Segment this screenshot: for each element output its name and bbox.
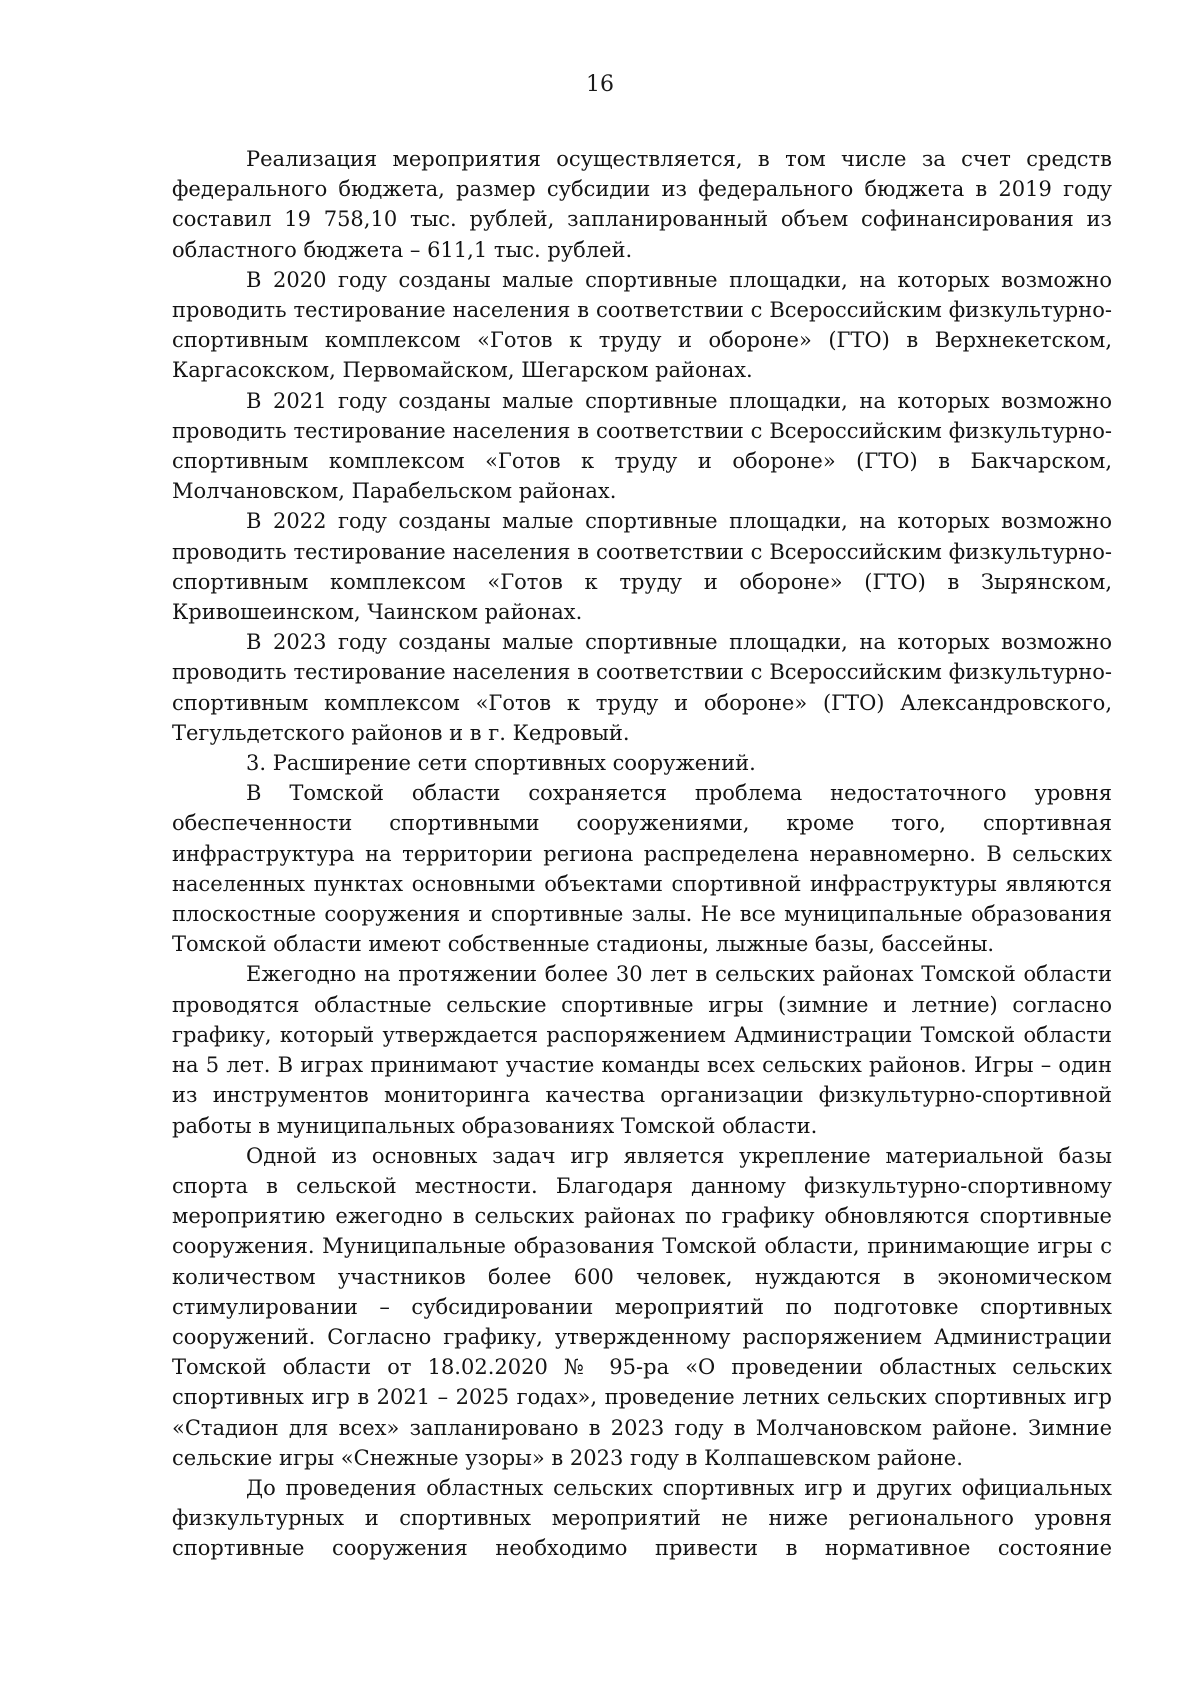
paragraph-normative-state: До проведения областных сельских спортивных игр и других официальных физкультурных и спортивных мероприятий не ниже регионального уровня спортивные сооружения необходимо привести в нормативное состояние xyxy=(172,1475,1112,1561)
paragraph-games-tasks: Одной из основных задач игр является укрепление материальной базы спорта в сельской местности. Благодаря данному физкультурно-спортивному мероприятию ежегодно в сельских районах по графику обновляются спортивные сооружения. Муниципальные образования Томской области, принимающие игры с количеством участников более 600 человек, нуждаются в экономическом стимулировании – субсидировании мероприятий по подготовке спортивных сооружений. Согласно графику, утвержденному распоряжением Администрации Томской области от 18.02.2020 № 95-ра «О проведении областных сельских спортивных игр в 2021 – 2025 годах», проведение летних сельских спортивных игр «Стадион для всех» запланировано в 2023 году в Молчановском районе. Зимние сельские игры «Снежные узоры» в 2023 году в Колпашевском районе. xyxy=(172,1143,1112,1470)
paragraph-rural-games: Ежегодно на протяжении более 30 лет в сельских районах Томской области проводятся областные сельские спортивные игры (зимние и летние) согласно графику, который утверждается распоряжением Администрации Томской области на 5 лет. В играх принимают участие команды всех сельских районов. Игры – один из инструментов мониторинга качества организации физкультурно-спортивной работы в муниципальных образованиях Томской области. xyxy=(172,962,1112,1138)
paragraph-2020-sports-grounds: В 2020 году созданы малые спортивные площадки, на которых возможно проводить тестирование населения в соответствии с Всероссийским физкультурно-спортивным комплексом «Готов к труду и обороне» (ГТО) в Верхнекетском, Каргасокском, Первомайском, Шегарском районах. xyxy=(172,267,1112,383)
body-text xyxy=(172,144,1112,1564)
paragraph-2021-sports-grounds: В 2021 году созданы малые спортивные площадки, на которых возможно проводить тестирование населения в соответствии с Всероссийским физкультурно-спортивным комплексом «Готов к труду и обороне» (ГТО) в Бакчарском, Молчановском, Парабельском районах. xyxy=(172,388,1112,504)
section-heading-3: 3. Расширение сети спортивных сооружений. xyxy=(246,751,756,776)
paragraph-2022-sports-grounds: В 2022 году созданы малые спортивные площадки, на которых возможно проводить тестирование населения в соответствии с Всероссийским физкультурно-спортивным комплексом «Готов к труду и обороне» (ГТО) в Зырянском, Кривошеинском, Чаинском районах. xyxy=(172,509,1112,625)
paragraph-federal-funding: Реализация мероприятия осуществляется, в том числе за счет средств федерального бюджета, размер субсидии из федерального бюджета в 2019 году составил 19 758,10 тыс. рублей, запланированный объем софинансирования из областного бюджета – 611,1 тыс. рублей. xyxy=(172,147,1112,262)
paragraph-2023-sports-grounds: В 2023 году созданы малые спортивные площадки, на которых возможно проводить тестирование населения в соответствии с Всероссийским физкультурно-спортивным комплексом «Готов к труду и обороне» (ГТО) Александровского, Тегульдетского районов и в г. Кедровый. xyxy=(172,630,1112,745)
paragraph-infrastructure-problem: В Томской области сохраняется проблема недостаточного уровня обеспеченности спортивными сооружениями, кроме того, спортивная инфраструктура на территории региона распределена неравномерно. В сельских населенных пунктах основными объектами спортивной инфраструктуры являются плоскостные сооружения и спортивные залы. Не все муниципальные образования Томской области имеют собственные стадионы, лыжные базы, бассейны. xyxy=(172,781,1112,957)
page-number: 16 xyxy=(586,72,614,97)
